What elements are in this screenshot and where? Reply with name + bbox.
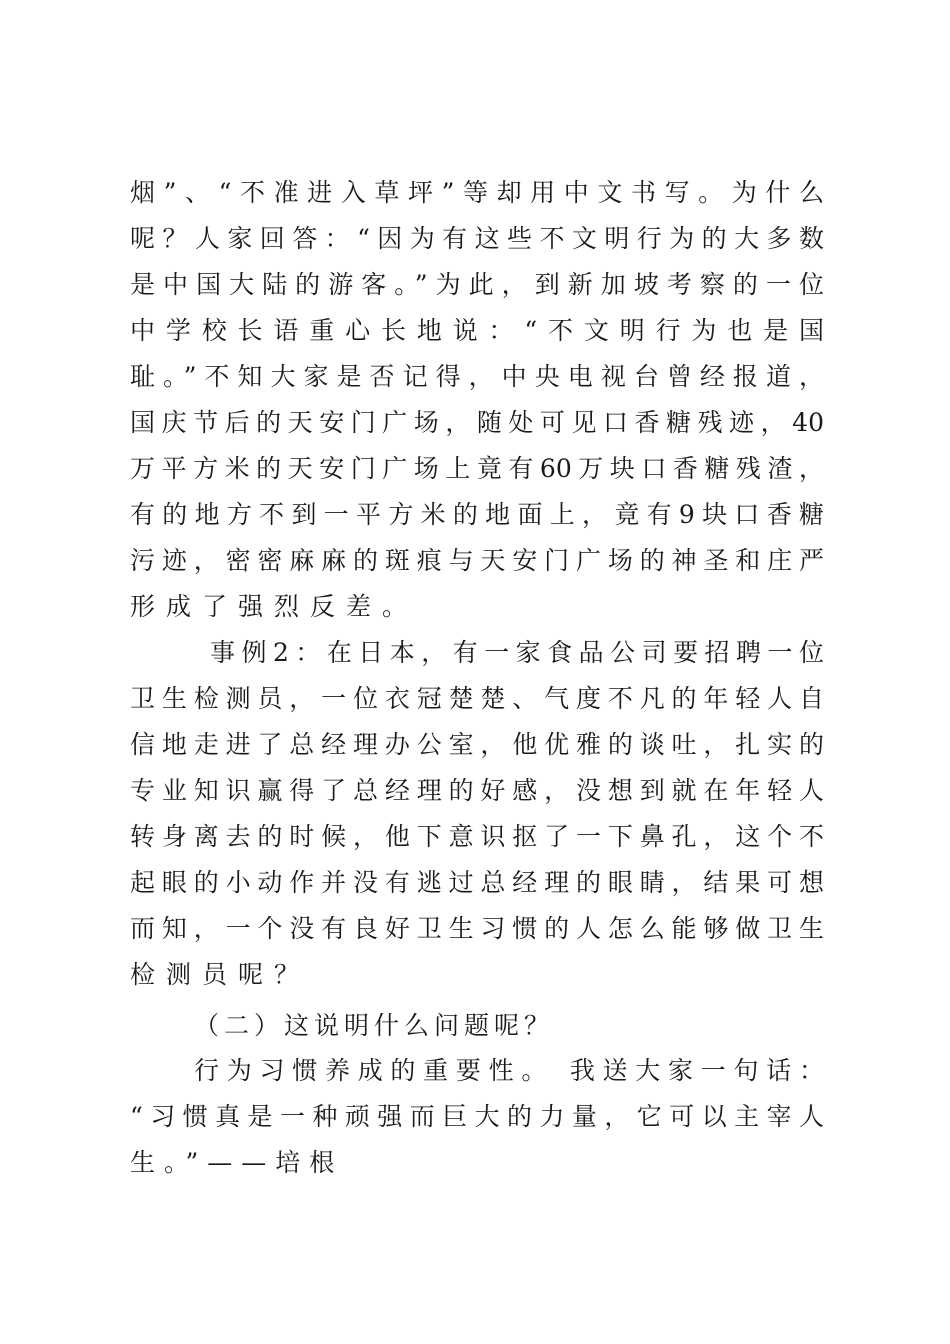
paragraph-line: 中学校长语重心长地说：“不文明行为也是国 [130,316,824,345]
quote-attribution-line: 生。”——培根 [130,1148,344,1177]
section-heading: （二）这说明什么问题呢？ [194,1011,555,1040]
paragraph-line: 检测员呢？ [130,960,311,989]
paragraph-line: 专业知识赢得了总经理的好感，没想到就在年轻人 [130,776,824,805]
paragraph-line: 污迹，密密麻麻的斑痕与天安门广场的神圣和庄严 [130,546,824,575]
paragraph-line: 耻。”不知大家是否记得，中央电视台曾经报道， [130,362,824,391]
paragraph-line: 信地走进了总经理办公室，他优雅的谈吐，扎实的 [130,730,824,759]
paragraph-line: 形成了强烈反差。 [130,592,419,621]
paragraph-line: 卫生检测员，一位衣冠楚楚、气度不凡的年轻人自 [130,684,824,713]
paragraph-line: 万平方米的天安门广场上竟有60万块口香糖残渣， [130,454,824,483]
paragraph-line: 转身离去的时候，他下意识抠了一下鼻孔，这个不 [130,822,824,851]
paragraph-line: 起眼的小动作并没有逃过总经理的眼睛，结果可想 [130,868,824,897]
paragraph-line: 烟”、“不准进入草坪”等却用中文书写。为什么 [130,178,824,207]
paragraph-line: 呢？人家回答：“因为有这些不文明行为的大多数 [130,224,824,253]
paragraph-line: 而知，一个没有良好卫生习惯的人怎么能够做卫生 [130,914,824,943]
paragraph-line-indented: 行为习惯养成的重要性。 我送大家一句话： [194,1056,824,1085]
paragraph-line: 有的地方不到一平方米的地面上，竟有9块口香糖 [130,500,824,529]
paragraph-line: 国庆节后的天安门广场，随处可见口香糖残迹，40 [130,408,824,437]
paragraph-line: 是中国大陆的游客。”为此，到新加坡考察的一位 [130,270,824,299]
paragraph-line-indented: 事例2：在日本，有一家食品公司要招聘一位 [210,638,824,667]
quote-line: “习惯真是一种顽强而巨大的力量，它可以主宰人 [130,1102,824,1131]
